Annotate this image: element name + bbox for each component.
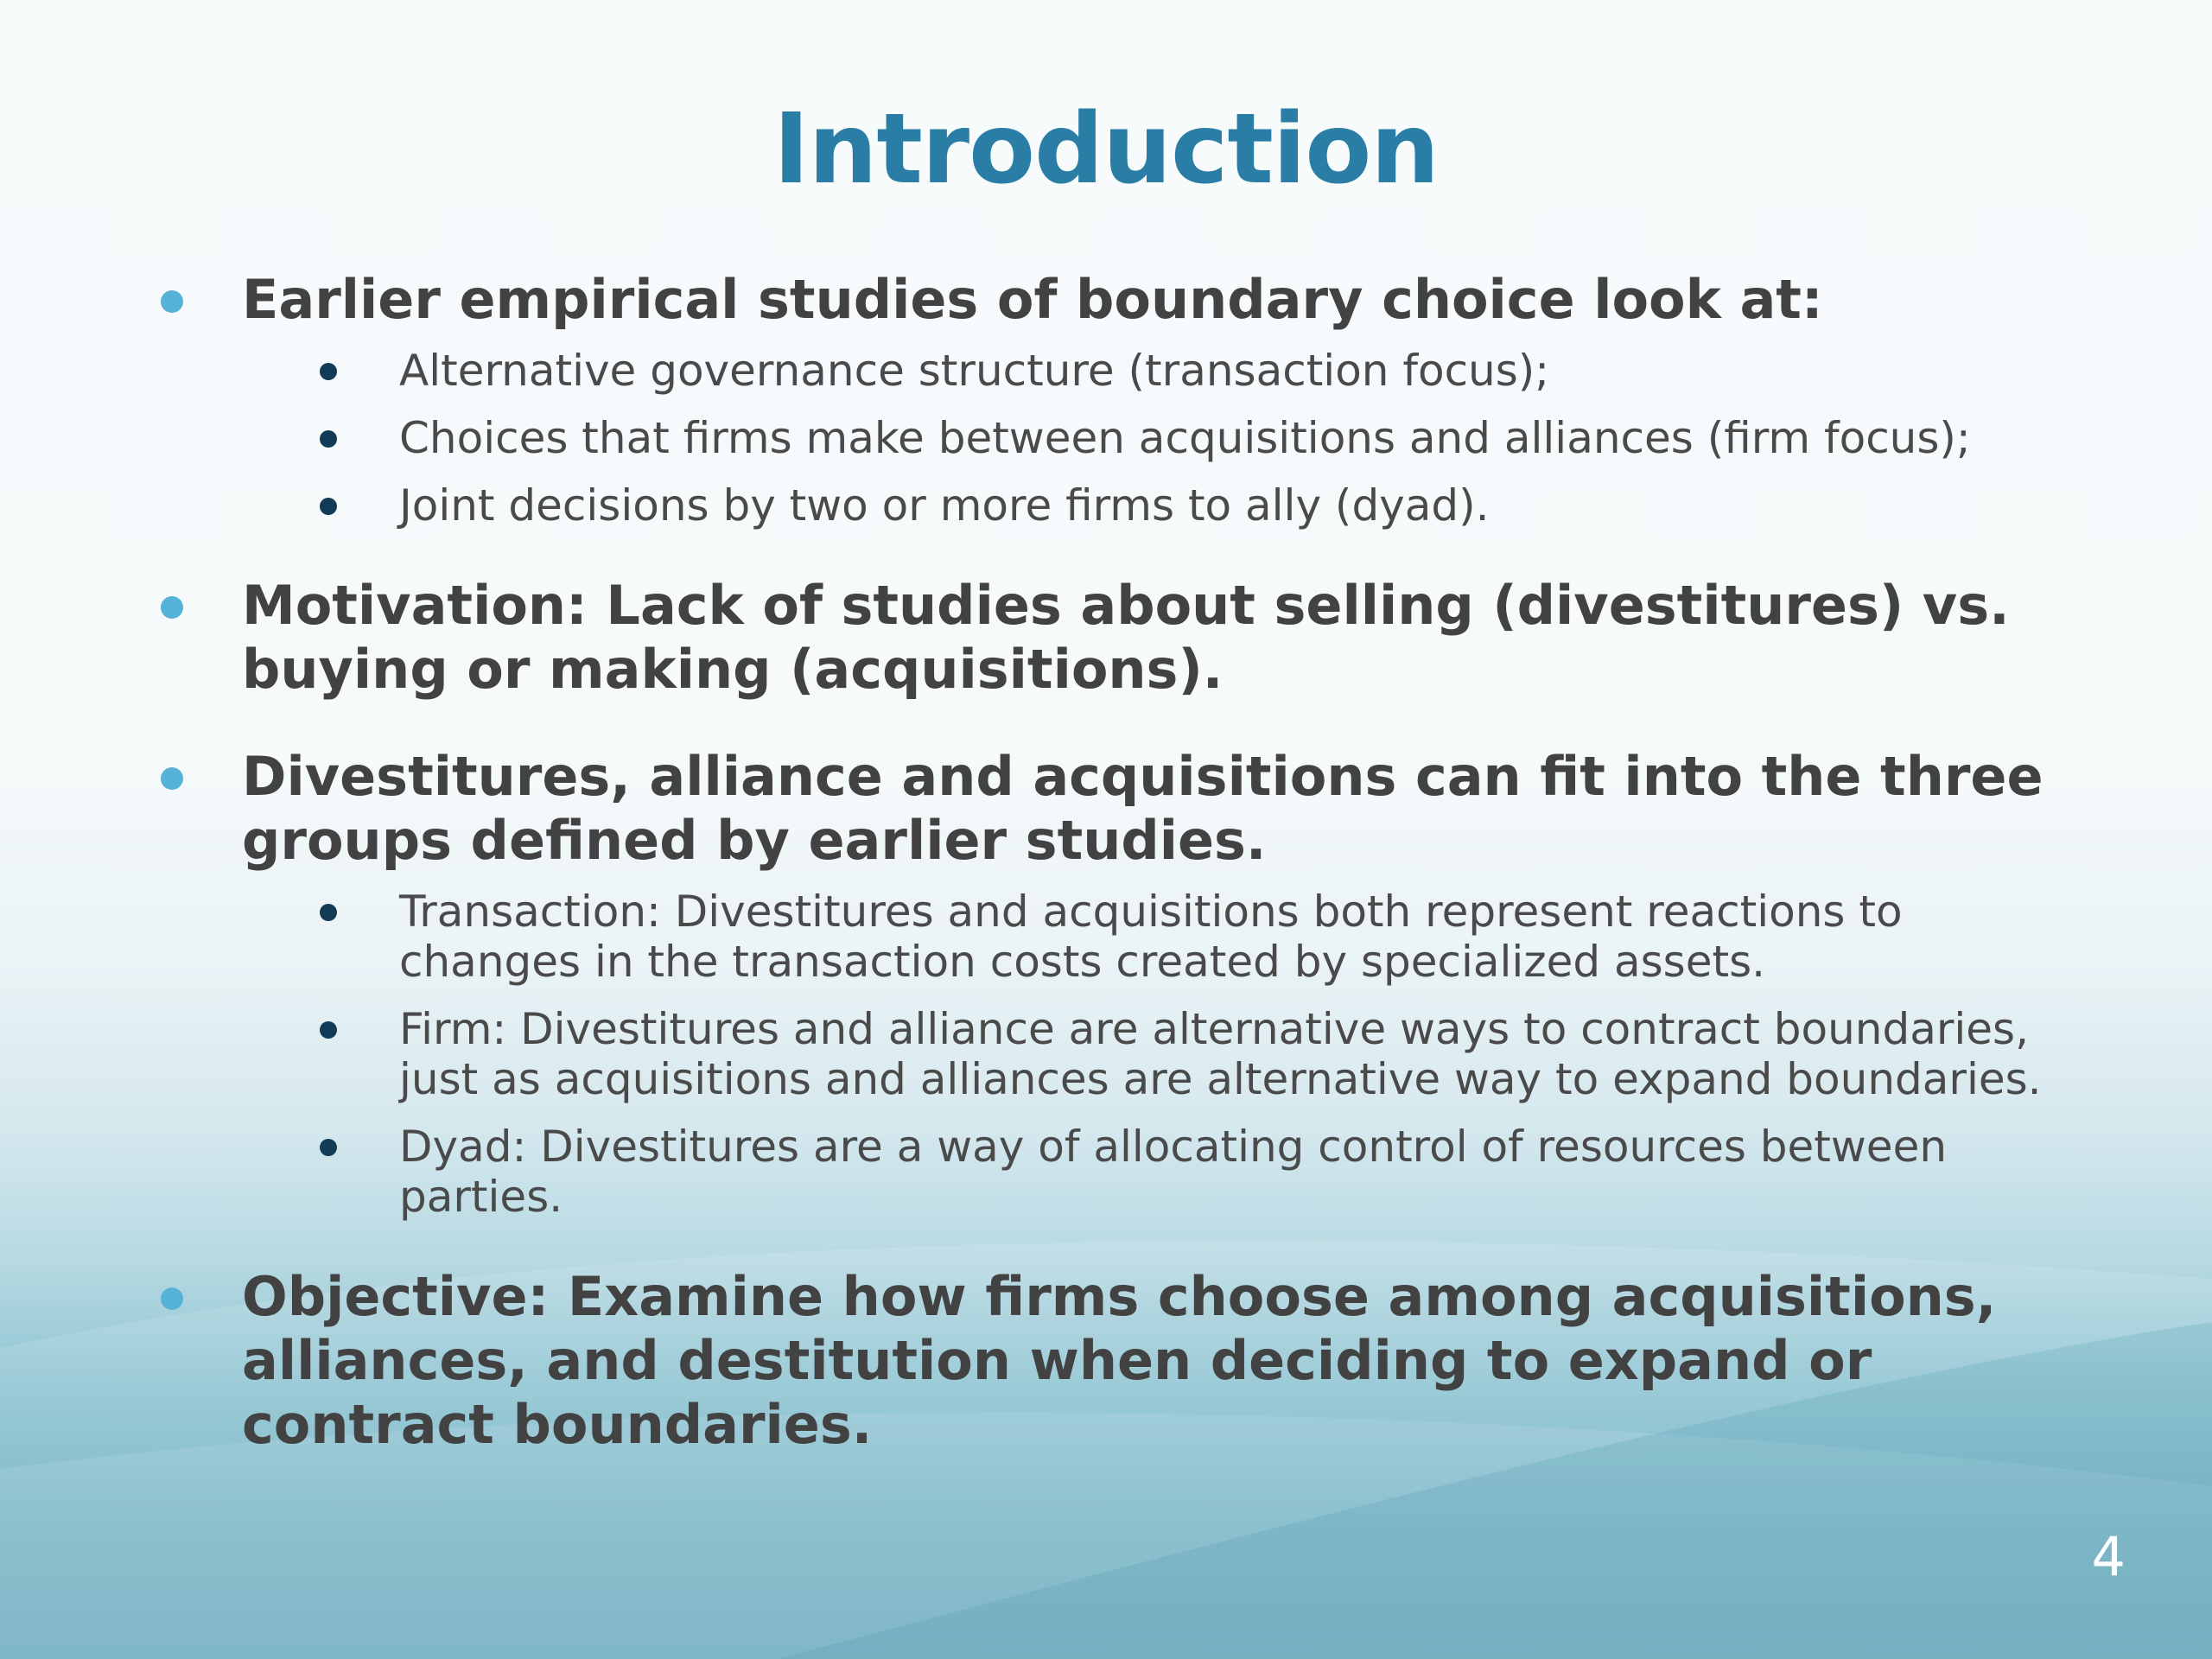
bullet-dot-icon: [161, 596, 183, 619]
slide-title: Introduction: [772, 93, 1440, 206]
sub-bullet-text: Dyad: Divestitures are a way of allocating control of resources between parties.: [399, 1122, 1948, 1222]
bullet-dot-icon: [161, 1287, 183, 1310]
bullet-dot-icon: [161, 290, 183, 313]
bullet-text: Objective: Examine how firms choose among acquisitions, alliances, and destitution when deciding to expand or contract boundaries.: [242, 1265, 1997, 1456]
sub-bullet-dot-icon: [320, 1139, 337, 1156]
sub-bullet-text: Transaction: Divestitures and acquisitions both represent reactions to changes in the transaction costs created by specialized assets.: [399, 887, 1903, 987]
sub-bullet-text: Joint decisions by two or more firms to ally (dyad).: [399, 480, 1490, 531]
sub-bullet-dot-icon: [320, 1021, 337, 1039]
sub-bullet-text: Firm: Divestitures and alliance are alternative ways to contract boundaries, just as acquisitions and alliances are alternative way to expand boundaries.: [399, 1004, 2042, 1104]
bullet-item: [156, 1265, 2074, 1457]
bullet-text: Motivation: Lack of studies about selling (divestitures) vs. buying or making (acquisitions).: [242, 574, 2010, 701]
sub-bullet-item: [320, 480, 2074, 531]
sub-bullet-text: Choices that firms make between acquisitions and alliances (firm focus);: [399, 413, 1971, 463]
bullet-list: [156, 268, 2074, 1500]
sub-bullet-list: [242, 346, 2074, 531]
bullet-text: Divestitures, alliance and acquisitions can fit into the three groups defined by earlier studies.: [242, 745, 2044, 872]
sub-bullet-item: [320, 1004, 2074, 1104]
sub-bullet-dot-icon: [320, 904, 337, 921]
sub-bullet-dot-icon: [320, 498, 337, 515]
sub-bullet-list: [242, 887, 2074, 1222]
bullet-item: [156, 745, 2074, 1222]
sub-bullet-item: [320, 887, 2074, 987]
bullet-item: [156, 574, 2074, 702]
sub-bullet-text: Alternative governance structure (transaction focus);: [399, 346, 1550, 396]
slide-number: 4: [2091, 1525, 2126, 1588]
sub-bullet-item: [320, 413, 2074, 463]
bullet-dot-icon: [161, 767, 183, 790]
bullet-text: Earlier empirical studies of boundary choice look at:: [242, 268, 1823, 331]
sub-bullet-dot-icon: [320, 363, 337, 380]
bullet-item: [156, 268, 2074, 531]
sub-bullet-dot-icon: [320, 430, 337, 448]
sub-bullet-item: [320, 346, 2074, 396]
sub-bullet-item: [320, 1122, 2074, 1222]
